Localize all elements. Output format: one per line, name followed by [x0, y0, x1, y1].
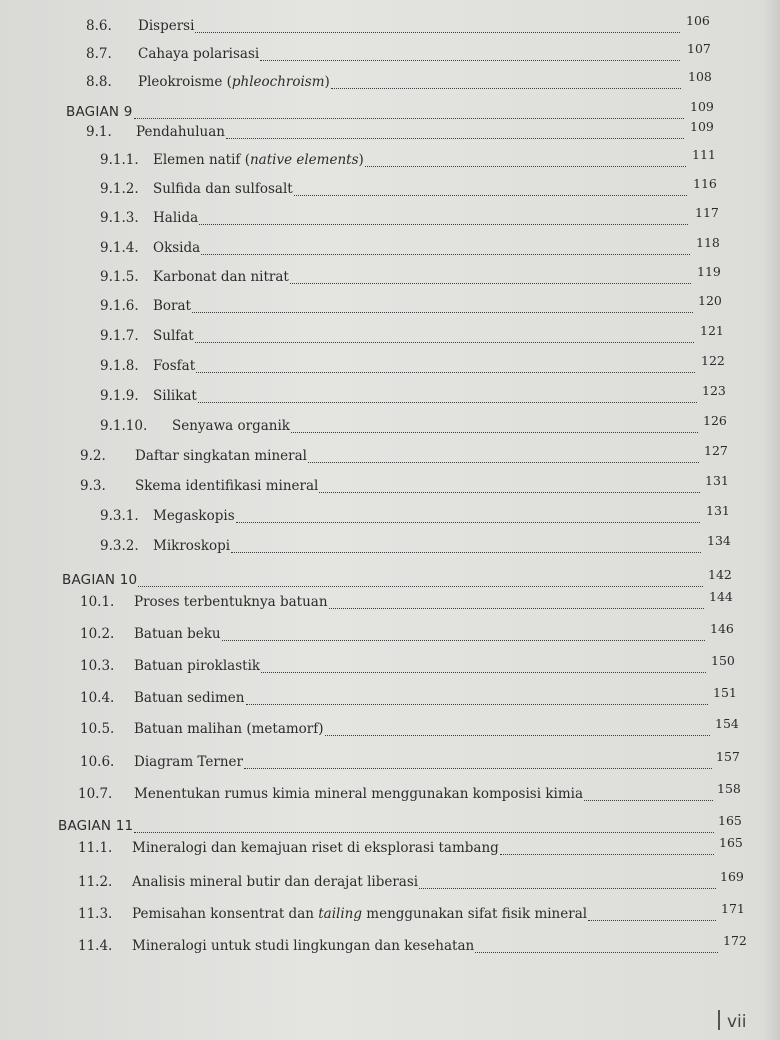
- toc-entry-number: 9.2.: [80, 448, 106, 464]
- toc-leader-dots: [500, 854, 714, 855]
- toc-leader-dots: [319, 492, 700, 493]
- toc-entry-number: 11.2.: [78, 874, 113, 890]
- toc-entry[interactable]: [0, 14, 780, 36]
- toc-page-number: 111: [692, 147, 716, 162]
- toc-entry-title: Pemisahan konsentrat dan tailing menggunakan sifat fisik mineral: [132, 906, 588, 922]
- toc-leader-dots: [588, 920, 716, 921]
- toc-entry-number: 9.1.9.: [100, 388, 139, 404]
- toc-page-number: 126: [703, 413, 727, 428]
- toc-page-number: 171: [721, 901, 745, 916]
- toc-entry-number: 11.3.: [78, 906, 113, 922]
- toc-entry-title: Borat: [153, 298, 191, 314]
- toc-entry[interactable]: [0, 474, 780, 496]
- toc-page-number: 134: [707, 533, 731, 548]
- toc-entry-title: Diagram Terner: [134, 754, 243, 770]
- toc-page-number: 150: [711, 653, 735, 668]
- toc-leader-dots: [226, 138, 684, 139]
- toc-page-number: 119: [697, 264, 721, 279]
- toc-entry-number: 10.3.: [80, 658, 115, 674]
- toc-entry-title: Mineralogi dan kemajuan riset di eksplorasi tambang: [132, 840, 499, 856]
- toc-entry-number: 9.1.: [86, 124, 112, 140]
- toc-entry-title: Halida: [153, 210, 199, 226]
- toc-entry-title: Megaskopis: [153, 508, 235, 524]
- toc-page-number: 108: [688, 69, 712, 84]
- toc-entry[interactable]: [0, 836, 780, 858]
- toc-entry[interactable]: [0, 717, 780, 739]
- toc-leader-dots: [246, 704, 708, 705]
- toc-entry-number: 9.1.2.: [100, 181, 139, 197]
- toc-page-number: 123: [702, 383, 726, 398]
- toc-entry-title: Silikat: [153, 388, 197, 404]
- toc-leader-dots: [134, 118, 684, 119]
- toc-page-number: 131: [705, 473, 729, 488]
- toc-entry[interactable]: [0, 654, 780, 676]
- footer-divider: [718, 1010, 720, 1030]
- toc-entry[interactable]: [0, 120, 780, 142]
- toc-entry[interactable]: [0, 414, 780, 436]
- toc-page-number: 107: [687, 41, 711, 56]
- toc-entry[interactable]: [0, 324, 780, 346]
- toc-entry-number: 9.1.4.: [100, 240, 139, 256]
- toc-entry-title: Menentukan rumus kimia mineral menggunakan komposisi kimia: [134, 786, 584, 802]
- toc-entry-number: 8.8.: [86, 74, 112, 90]
- toc-leader-dots: [196, 372, 695, 373]
- toc-entry-title: Oksida: [153, 240, 201, 256]
- toc-leader-dots: [329, 608, 704, 609]
- toc-leader-dots: [231, 552, 701, 553]
- toc-entry-title: BAGIAN 10: [62, 572, 138, 588]
- toc-entry-title: Batuan piroklastik: [134, 658, 261, 674]
- toc-leader-dots: [475, 952, 718, 953]
- toc-leader-dots: [244, 768, 712, 769]
- toc-leader-dots: [308, 462, 699, 463]
- toc-page-number: 151: [713, 685, 737, 700]
- toc-page-number: 127: [704, 443, 728, 458]
- toc-page-number: 109: [690, 99, 714, 114]
- toc-leader-dots: [222, 640, 705, 641]
- toc-leader-dots: [201, 254, 690, 255]
- toc-entry-title: Sulfat: [153, 328, 194, 344]
- toc-entry-number: 9.1.8.: [100, 358, 139, 374]
- toc-part-heading[interactable]: [0, 568, 780, 590]
- toc-entry-number: 9.1.7.: [100, 328, 139, 344]
- toc-entry-number: 9.1.10.: [100, 418, 148, 434]
- toc-entry-title: Karbonat dan nitrat: [153, 269, 289, 285]
- toc-leader-dots: [291, 432, 698, 433]
- toc-leader-dots: [138, 586, 703, 587]
- toc-leader-dots: [199, 224, 688, 225]
- toc-entry-number: 9.1.1.: [100, 152, 139, 168]
- toc-entry[interactable]: [0, 870, 780, 892]
- toc-entry-title: Batuan malihan (metamorf): [134, 721, 324, 737]
- toc-leader-dots: [331, 88, 681, 89]
- toc-leader-dots: [192, 312, 693, 313]
- toc-page-number: 165: [718, 813, 742, 828]
- toc-entry[interactable]: [0, 444, 780, 466]
- toc-entry-title: Proses terbentuknya batuan: [134, 594, 328, 610]
- toc-entry[interactable]: [0, 70, 780, 92]
- toc-entry-number: 11.1.: [78, 840, 113, 856]
- toc-part-heading[interactable]: [0, 100, 780, 122]
- toc-entry-title: BAGIAN 11: [58, 818, 134, 834]
- toc-entry-number: 9.3.2.: [100, 538, 139, 554]
- toc-entry[interactable]: [0, 934, 780, 956]
- toc-entry-title: Batuan sedimen: [134, 690, 245, 706]
- toc-page-number: 172: [723, 933, 747, 948]
- toc-entry[interactable]: [0, 206, 780, 228]
- toc-leader-dots: [236, 522, 700, 523]
- toc-entry-title: Dispersi: [138, 18, 195, 34]
- toc-entry-number: 9.3.1.: [100, 508, 139, 524]
- toc-entry-number: 10.5.: [80, 721, 115, 737]
- toc-entry-number: 9.3.: [80, 478, 106, 494]
- toc-page-number: 121: [700, 323, 724, 338]
- toc-leader-dots: [419, 888, 716, 889]
- footer-page-number: vii: [727, 1012, 747, 1032]
- toc-leader-dots: [195, 342, 694, 343]
- toc-page-number: 157: [716, 749, 740, 764]
- toc-entry[interactable]: [0, 686, 780, 708]
- toc-entry-title: Mineralogi untuk studi lingkungan dan kesehatan: [132, 938, 475, 954]
- toc-entry[interactable]: [0, 265, 780, 287]
- toc-page-number: 154: [715, 716, 739, 731]
- toc-entry-title: Sulfida dan sulfosalt: [153, 181, 293, 197]
- toc-page-number: 158: [717, 781, 741, 796]
- page-footer: [718, 1010, 747, 1032]
- toc-entry[interactable]: [0, 782, 780, 804]
- toc-page-number: 144: [709, 589, 733, 604]
- toc-entry-number: 10.7.: [78, 786, 113, 802]
- toc-page-number: 109: [690, 119, 714, 134]
- toc-entry[interactable]: [0, 294, 780, 316]
- toc-entry[interactable]: [0, 148, 780, 170]
- toc-entry-number: 10.1.: [80, 594, 115, 610]
- toc-leader-dots: [584, 800, 713, 801]
- toc-entry-number: 8.6.: [86, 18, 112, 34]
- toc-page-number: 120: [698, 293, 722, 308]
- toc-page-number: 122: [701, 353, 725, 368]
- toc-leader-dots: [290, 283, 691, 284]
- toc-entry-title: Batuan beku: [134, 626, 221, 642]
- toc-entry-number: 9.1.6.: [100, 298, 139, 314]
- toc-entry[interactable]: [0, 504, 780, 526]
- toc-entry-number: 9.1.5.: [100, 269, 139, 285]
- toc-page-number: 106: [686, 13, 710, 28]
- toc-entry-number: 8.7.: [86, 46, 112, 62]
- toc-leader-dots: [261, 672, 706, 673]
- toc-entry-title: Fosfat: [153, 358, 196, 374]
- toc-entry[interactable]: [0, 177, 780, 199]
- toc-entry[interactable]: [0, 354, 780, 376]
- toc-entry-title: Elemen natif (native elements): [153, 152, 364, 168]
- toc-entry-title: Analisis mineral butir dan derajat liberasi: [132, 874, 419, 890]
- toc-leader-dots: [134, 832, 714, 833]
- toc-entry-title: Senyawa organik: [172, 418, 290, 434]
- toc-entry-title: Cahaya polarisasi: [138, 46, 260, 62]
- toc-entry-title: Mikroskopi: [153, 538, 231, 554]
- toc-leader-dots: [294, 195, 687, 196]
- toc-page-number: 131: [706, 503, 730, 518]
- toc-leader-dots: [325, 735, 710, 736]
- toc-entry[interactable]: [0, 902, 780, 924]
- toc-page-number: 146: [710, 621, 734, 636]
- toc-page-number: 169: [720, 869, 744, 884]
- toc-entry-title: Daftar singkatan mineral: [135, 448, 307, 464]
- toc-leader-dots: [365, 166, 686, 167]
- toc-entry-number: 10.6.: [80, 754, 115, 770]
- toc-leader-dots: [260, 60, 680, 61]
- toc-entry-title: Pleokroisme (phleochroism): [138, 74, 330, 90]
- toc-page-number: 118: [696, 235, 720, 250]
- toc-entry[interactable]: [0, 750, 780, 772]
- toc-page-number: 142: [708, 567, 732, 582]
- toc-entry-number: 10.2.: [80, 626, 115, 642]
- toc-entry-number: 10.4.: [80, 690, 115, 706]
- toc-entry-number: 9.1.3.: [100, 210, 139, 226]
- toc-entry-title: BAGIAN 9: [66, 104, 133, 120]
- toc-entry[interactable]: [0, 236, 780, 258]
- toc-entry[interactable]: [0, 622, 780, 644]
- toc-leader-dots: [195, 32, 680, 33]
- toc-entry[interactable]: [0, 590, 780, 612]
- toc-entry-number: 11.4.: [78, 938, 113, 954]
- toc-entry[interactable]: [0, 534, 780, 556]
- toc-page-number: 116: [693, 176, 717, 191]
- toc-entry[interactable]: [0, 384, 780, 406]
- toc-page-number: 117: [695, 205, 719, 220]
- toc-page-number: 165: [719, 835, 743, 850]
- toc-entry-title: Skema identifikasi mineral: [135, 478, 319, 494]
- toc-entry-title: Pendahuluan: [136, 124, 225, 140]
- toc-part-heading[interactable]: [0, 814, 780, 836]
- toc-entry[interactable]: [0, 42, 780, 64]
- toc-leader-dots: [198, 402, 697, 403]
